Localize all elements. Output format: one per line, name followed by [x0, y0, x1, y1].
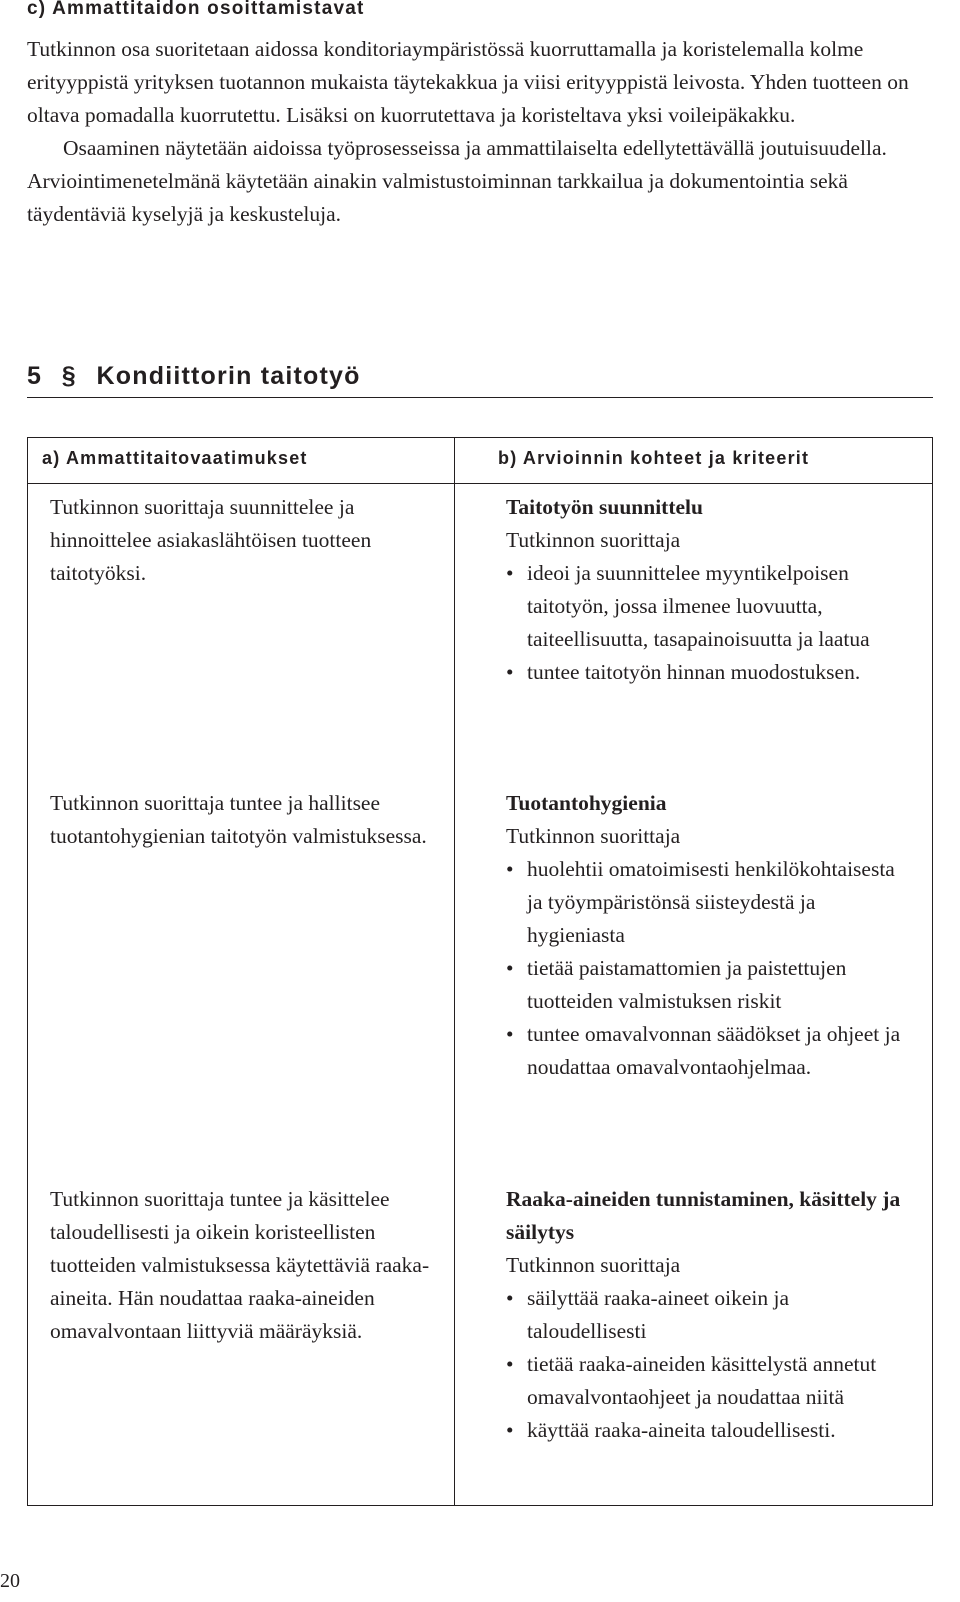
criteria-intro-1: Tutkinnon suorittaja: [506, 528, 681, 552]
section-5-heading: [27, 355, 933, 398]
section-c-body: [27, 33, 927, 231]
criteria-title-3: Raaka-aineiden tunnistaminen, käsittely ja säilytys: [506, 1187, 901, 1244]
criteria-list-3: [506, 1282, 911, 1447]
list-item: • tietää raaka-aineiden käsittelystä annetut omavalvontaohjeet ja noudattaa niitä: [506, 1348, 911, 1414]
requirement-3: Tutkinnon suorittaja tuntee ja käsittelee taloudellisesti ja oikein koristeellisten tuotteiden valmistuksessa käytettäviä raaka-aineita. Hän noudattaa raaka-aineiden omavalvontaan liittyviä määräyksiä.: [50, 1187, 430, 1343]
criteria-title-2: Tuotantohygienia: [506, 791, 667, 815]
criteria-block-1: [506, 491, 911, 689]
list-item: • tuntee omavalvonnan säädökset ja ohjeet ja noudattaa omavalvontaohjelmaa.: [506, 1018, 911, 1084]
list-item: • tietää paistamattomien ja paistettujen tuotteiden valmistuksen riskit: [506, 952, 911, 1018]
criteria-block-3: [506, 1183, 911, 1447]
list-item: • tuntee taitotyön hinnan muodostuksen.: [506, 656, 911, 689]
section-symbol: §: [61, 362, 77, 390]
list-item: • käyttää raaka-aineita taloudellisesti.: [506, 1414, 911, 1447]
table-header-divider: [27, 483, 933, 484]
list-item: • ideoi ja suunnittelee myyntikelpoisen taitotyön, jossa ilmenee luovuutta, taiteellisuutta, tasapainoisuutta ja laatua: [506, 557, 911, 656]
section-c-paragraph-1: Tutkinnon osa suoritetaan aidossa konditoriaympäristössä kuorruttamalla ja koristelemalla kolme erityyppistä yrityksen tuotannon mukaista täytekakkua ja viisi erityyppistä leivosta. Yhden tuotteen on oltava pomadalla kuorrutettu. Lisäksi on kuorrutettava ja koristeltava yksi voileipäkakku.: [27, 37, 909, 127]
criteria-title-1: Taitotyön suunnittelu: [506, 495, 703, 519]
column-b-header: b) Arvioinnin kohteet ja kriteerit: [498, 448, 810, 468]
page-number: 20: [0, 1570, 20, 1592]
list-item: • huolehtii omatoimisesti henkilökohtaisesta ja työympäristönsä siisteydestä ja hygieniasta: [506, 853, 911, 952]
requirement-2: Tutkinnon suorittaja tuntee ja hallitsee tuotantohygienian taitotyön valmistuksessa.: [50, 791, 427, 848]
criteria-list-2: [506, 853, 911, 1084]
section-5-title: Kondiittorin taitotyö: [96, 362, 361, 390]
requirement-1: Tutkinnon suorittaja suunnittelee ja hinnoittelee asiakaslähtöisen tuotteen taitotyöksi.: [50, 495, 372, 585]
section-c-title: c) Ammattitaidon osoittamistavat: [27, 0, 365, 19]
list-item: • säilyttää raaka-aineet oikein ja taloudellisesti: [506, 1282, 911, 1348]
column-a-header: a) Ammattitaitovaatimukset: [42, 448, 308, 468]
criteria-block-2: [506, 787, 911, 1084]
criteria-intro-3: Tutkinnon suorittaja: [506, 1253, 681, 1277]
section-5-number: 5: [27, 362, 43, 390]
criteria-list-1: [506, 557, 911, 689]
criteria-intro-2: Tutkinnon suorittaja: [506, 824, 681, 848]
section-c-paragraph-2: Osaaminen näytetään aidoissa työprosesseissa ja ammattilaiselta edellytettävällä joutuisuudella. Arviointimenetelmänä käytetään ainakin valmistustoiminnan tarkkailua ja dokumentointia sekä täydentäviä kyselyjä ja keskusteluja.: [27, 136, 887, 226]
